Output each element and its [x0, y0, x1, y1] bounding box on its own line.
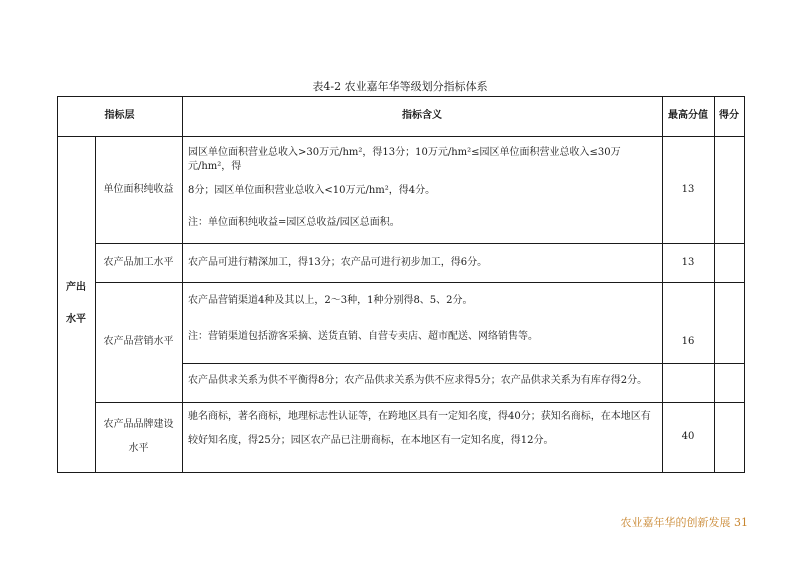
row-max-score: 16	[681, 336, 695, 347]
row-meaning-unit-area-income	[188, 146, 660, 230]
meaning-line: 农产品供求关系为供不平衡得8分；农产品供求关系为供不应求得5分；农产品供求关系为有库存得2分。	[188, 375, 648, 386]
row-name-unit-area-income: 单位面积纯收益	[103, 183, 174, 195]
row-name-line: 水平	[128, 443, 149, 454]
row-max-score: 40	[681, 431, 695, 442]
header-score: 得分	[719, 110, 739, 121]
meaning-line: 园区单位面积营业总收入>30万元/hm²，得13分；10万元/hm²≤园区单位面积营业总收入≤30万元/hm²，得	[188, 147, 621, 172]
row-name-marketing-level: 农产品营销水平	[103, 336, 174, 347]
row-meaning-marketing-level	[188, 294, 660, 344]
row-max-score: 13	[681, 256, 695, 268]
category-line-2: 水平	[66, 314, 86, 325]
row-name-brand-building	[95, 402, 182, 472]
meaning-note: 注：营销渠道包括游客采摘、送货直销、自营专卖店、超市配送、网络销售等。	[188, 331, 538, 342]
header-layer: 指标层	[104, 110, 135, 121]
row-meaning-brand-building	[188, 410, 660, 448]
category-line-1: 产出	[66, 282, 86, 293]
meaning-note: 注：单位面积纯收益=园区总收益/园区总面积。	[188, 217, 400, 228]
meaning-line: 较好知名度，得25分；园区农产品已注册商标，在本地区有一定知名度，得12分。	[188, 435, 554, 446]
table-caption: 表4-2 农业嘉年华等级划分指标体系	[312, 80, 488, 93]
meaning-line: 农产品可进行精深加工，得13分；农产品可进行初步加工，得6分。	[188, 257, 488, 268]
row-meaning-supply-demand	[188, 374, 660, 388]
page-footer: 农业嘉年华的创新发展 31	[620, 516, 748, 529]
row-max-score: 13	[681, 183, 695, 195]
row-meaning-processing-level	[188, 256, 660, 270]
indicator-table	[57, 96, 745, 472]
row-name-processing-level: 农产品加工水平	[103, 256, 174, 268]
category-output-level	[57, 136, 95, 472]
header-max-score: 最高分值	[668, 110, 708, 121]
header-meaning: 指标含义	[402, 110, 442, 121]
meaning-line: 农产品营销渠道4种及其以上，2～3种，1种分别得8、5、2分。	[188, 295, 473, 306]
row-name-line: 农产品品牌建设	[103, 419, 174, 430]
meaning-line: 驰名商标，著名商标，地理标志性认证等，在跨地区具有一定知名度，得40分；获知名商标，在本地区有	[188, 411, 651, 422]
meaning-line: 8分；园区单位面积营业总收入<10万元/hm²，得4分。	[188, 185, 436, 196]
